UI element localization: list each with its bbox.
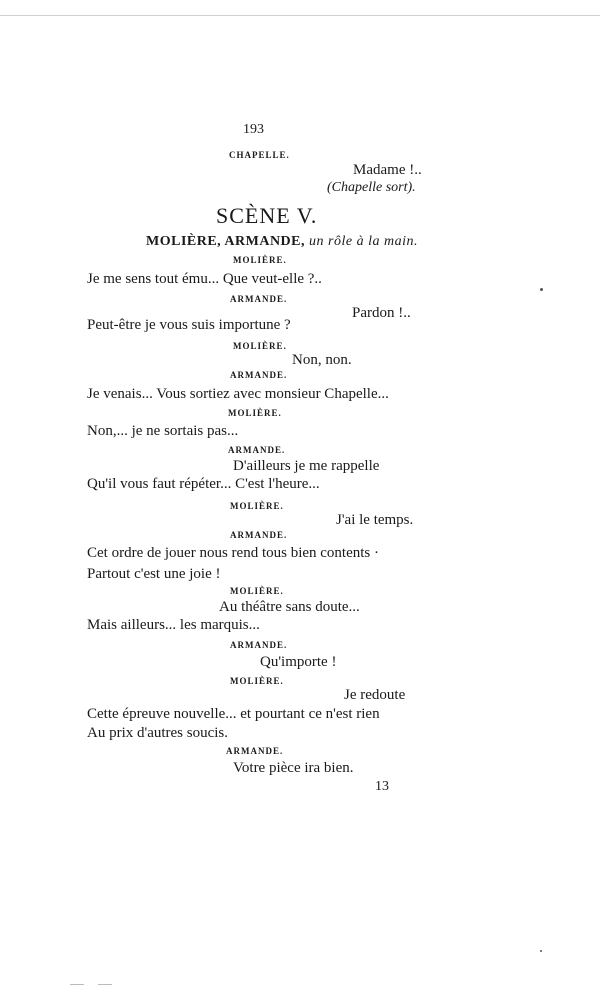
speaker-name: MOLIÈRE.	[233, 341, 287, 351]
speaker-name: ARMANDE.	[230, 294, 288, 304]
speaker-name: MOLIÈRE.	[233, 255, 287, 265]
speaker-name: ARMANDE.	[230, 530, 288, 540]
verse-line: Cette épreuve nouvelle... et pourtant ce n'est rien	[87, 706, 380, 722]
stage-direction: (Chapelle sort).	[327, 180, 416, 195]
verse-line: Votre pièce ira bien.	[233, 760, 354, 776]
speaker-name: ARMANDE.	[228, 445, 286, 455]
verse-line: Je venais... Vous sortiez avec monsieur Chapelle...	[87, 386, 389, 402]
verse-line: Pardon !..	[352, 305, 411, 321]
speaker-name: MOLIÈRE.	[230, 501, 284, 511]
bottom-edge-marks	[70, 972, 130, 974]
speaker-name: MOLIÈRE.	[228, 408, 282, 418]
signature-mark: 13	[375, 779, 389, 794]
page-number: 193	[243, 122, 264, 137]
verse-line: Peut-être je vous suis importune ?	[87, 317, 291, 333]
cast-names: MOLIÈRE, ARMANDE,	[146, 234, 306, 249]
ink-speck	[540, 950, 542, 952]
verse-line: J'ai le temps.	[336, 512, 414, 528]
verse-line: Au prix d'autres soucis.	[87, 725, 229, 741]
top-rule	[0, 15, 600, 16]
verse-line: Cet ordre de jouer nous rend tous bien contents ·	[87, 545, 380, 561]
verse-line: Au théâtre sans doute...	[219, 599, 360, 615]
ink-speck	[540, 288, 543, 291]
cast-note: un rôle à la main.	[309, 234, 418, 249]
verse-line: Non, non.	[292, 352, 352, 368]
speaker-name: MOLIÈRE.	[230, 676, 284, 686]
verse-line: Je redoute	[344, 687, 406, 703]
verse-line: Mais ailleurs... les marquis...	[87, 617, 260, 633]
speaker-name: ARMANDE.	[226, 746, 284, 756]
speaker-name: MOLIÈRE.	[230, 586, 284, 596]
cast-list	[146, 235, 418, 249]
verse-line: D'ailleurs je me rappelle	[233, 458, 380, 474]
verse-line: Non,... je ne sortais pas...	[87, 423, 239, 439]
verse-line: Partout c'est une joie !	[87, 566, 221, 582]
verse-line: Qu'importe !	[260, 654, 337, 670]
verse-line: Je me sens tout ému... Que veut-elle ?..	[87, 271, 322, 287]
speaker-name: ARMANDE.	[230, 370, 288, 380]
verse-line: Qu'il vous faut répéter... C'est l'heure...	[87, 476, 320, 492]
speaker-name: ARMANDE.	[230, 640, 288, 650]
speaker-name: CHAPELLE.	[229, 150, 290, 160]
scene-heading: SCÈNE V.	[216, 203, 318, 228]
verse-line: Madame !..	[353, 162, 422, 178]
